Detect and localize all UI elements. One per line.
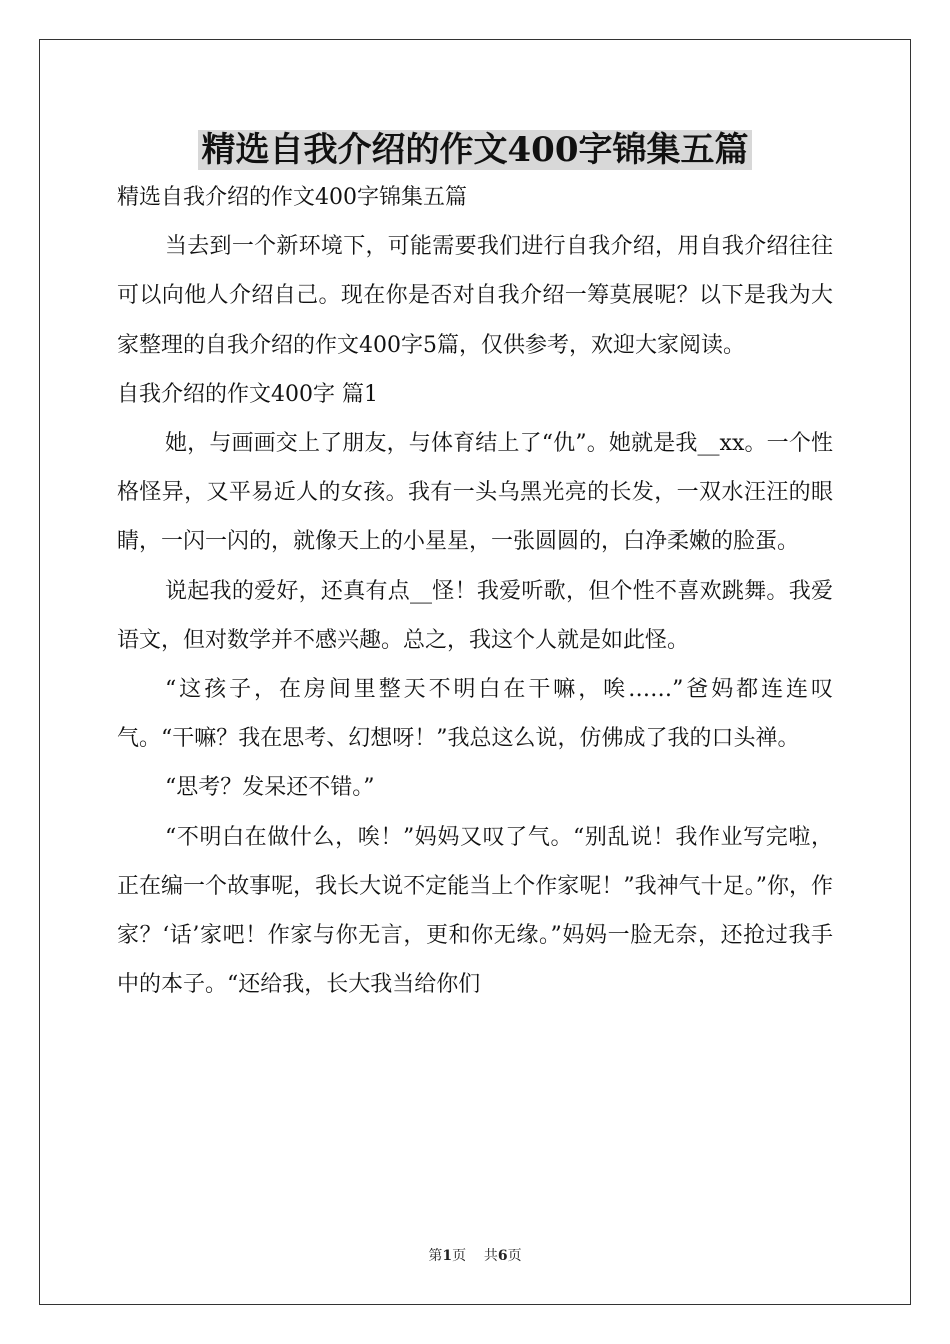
section-heading: 自我介绍的作文400字 篇1	[117, 381, 378, 407]
paragraph-intro: 当去到一个新环境下，可能需要我们进行自我介绍，用自我介绍往往可以向他人介绍自己。现在你是否对自我介绍一筹莫展呢？以下是我为大家整理的自我介绍的作文400字5篇，仅供参考，欢迎大家阅读。	[117, 234, 833, 358]
total-prefix: 共	[483, 1248, 498, 1264]
total-suffix: 页	[507, 1248, 522, 1264]
document-title	[0, 126, 950, 174]
paragraph: “不明白在做什么，唉！”妈妈又叹了气。“别乱说！我作业写完啦，正在编一个故事呢，我长大说不定能当上个作家呢！”我神气十足。”你，作家？‘话’家吧！作家与你无言，更和你无缘。”妈妈一脸无奈，还抢过我手中的本子。“还给我，长大我当给你们	[117, 824, 833, 998]
paragraph: “这孩子，在房间里整天不明白在干嘛，唉……”爸妈都连连叹气。“干嘛？我在思考、幻想呀！”我总这么说，仿佛成了我的口头禅。	[117, 677, 833, 752]
paragraph: 说起我的爱好，还真有点__怪！我爱听歌，但个性不喜欢跳舞。我爱语文，但对数学并不感兴趣。总之，我这个人就是如此怪。	[117, 578, 833, 653]
paragraph: 她，与画画交上了朋友，与体育结上了“仇”。她就是我__xx。一个性格怪异，又平易近人的女孩。我有一头乌黑光亮的长发，一双水汪汪的眼睛，一闪一闪的，就像天上的小星星，一张圆圆的，白净柔嫩的脸蛋。	[117, 431, 833, 555]
page-footer	[0, 1246, 950, 1266]
paragraph: “思考？发呆还不错。”	[165, 775, 375, 801]
document-body	[117, 173, 833, 1009]
paragraph-subtitle: 精选自我介绍的作文400字锦集五篇	[117, 185, 467, 210]
document-title-text: 精选自我介绍的作文400字锦集五篇	[198, 130, 753, 170]
page-suffix: 页	[452, 1248, 467, 1264]
page-prefix: 第	[428, 1248, 443, 1264]
total-pages: 6	[497, 1248, 508, 1264]
page-number: 1	[442, 1248, 453, 1264]
